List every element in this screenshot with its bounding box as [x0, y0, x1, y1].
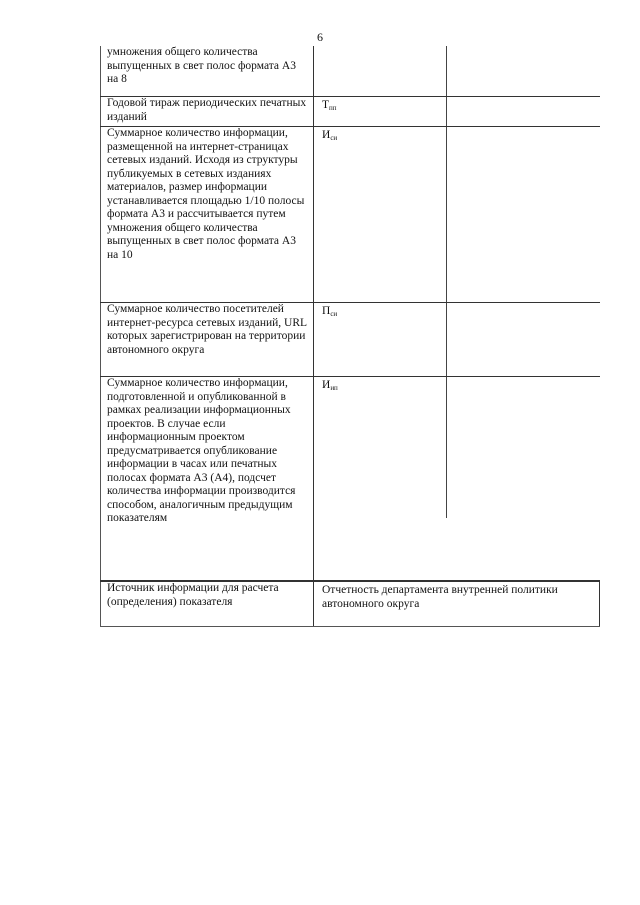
row-description: Суммарное количество информации, размещенной на интернет-страницах сетевых изданий. Исходя из структуры публикуемых в сетевых изданиях материалов, размер информации устанавливается площадью 1/10 полосы формата А3 и рассчитывается путем умножения общего количества выпущенных в свет полос формата А3 на 10	[100, 127, 314, 302]
row-symbol	[314, 127, 600, 302]
table-row	[100, 46, 600, 97]
symbol-letter: И	[322, 379, 331, 391]
symbol-subscript: си	[330, 310, 338, 318]
table-row	[100, 127, 600, 303]
row-description: Годовой тираж периодических печатных изданий	[100, 97, 314, 126]
symbol-subscript: пп	[329, 104, 337, 112]
row-description: Суммарное количество информации, подготовленной и опубликованной в рамках реализации информационных проектов. В случае если информационным проектом предусматривается опубликование информации в часах или печатных полосах формата А3 (А4), подсчет количества информации производится способом, аналогичным предыдущим показателям	[100, 377, 314, 580]
row-description: умножения общего количества выпущенных в свет полос формата А3 на 8	[100, 46, 314, 96]
row-symbol	[314, 377, 600, 580]
row-symbol	[314, 97, 600, 126]
row-symbol	[314, 46, 600, 96]
symbol-letter: И	[322, 129, 331, 141]
symbol-subscript: ип	[330, 384, 338, 392]
symbol-letter: П	[322, 305, 331, 317]
source-row	[100, 581, 600, 627]
symbol-subscript: си	[330, 134, 338, 142]
row-description: Суммарное количество посетителей интернет-ресурса сетевых изданий, URL которых зарегистрирован на территории автономного округа	[100, 303, 314, 376]
row-symbol	[314, 303, 600, 376]
symbol-letter: Т	[322, 99, 330, 111]
source-label: Источник информации для расчета (определения) показателя	[100, 582, 314, 626]
page-number: 6	[317, 30, 323, 44]
table-row	[100, 97, 600, 127]
table-row	[100, 377, 600, 581]
indicator-table	[100, 46, 600, 627]
source-value: Отчетность департамента внутренней политики автономного округа	[314, 582, 600, 626]
table-row	[100, 303, 600, 377]
